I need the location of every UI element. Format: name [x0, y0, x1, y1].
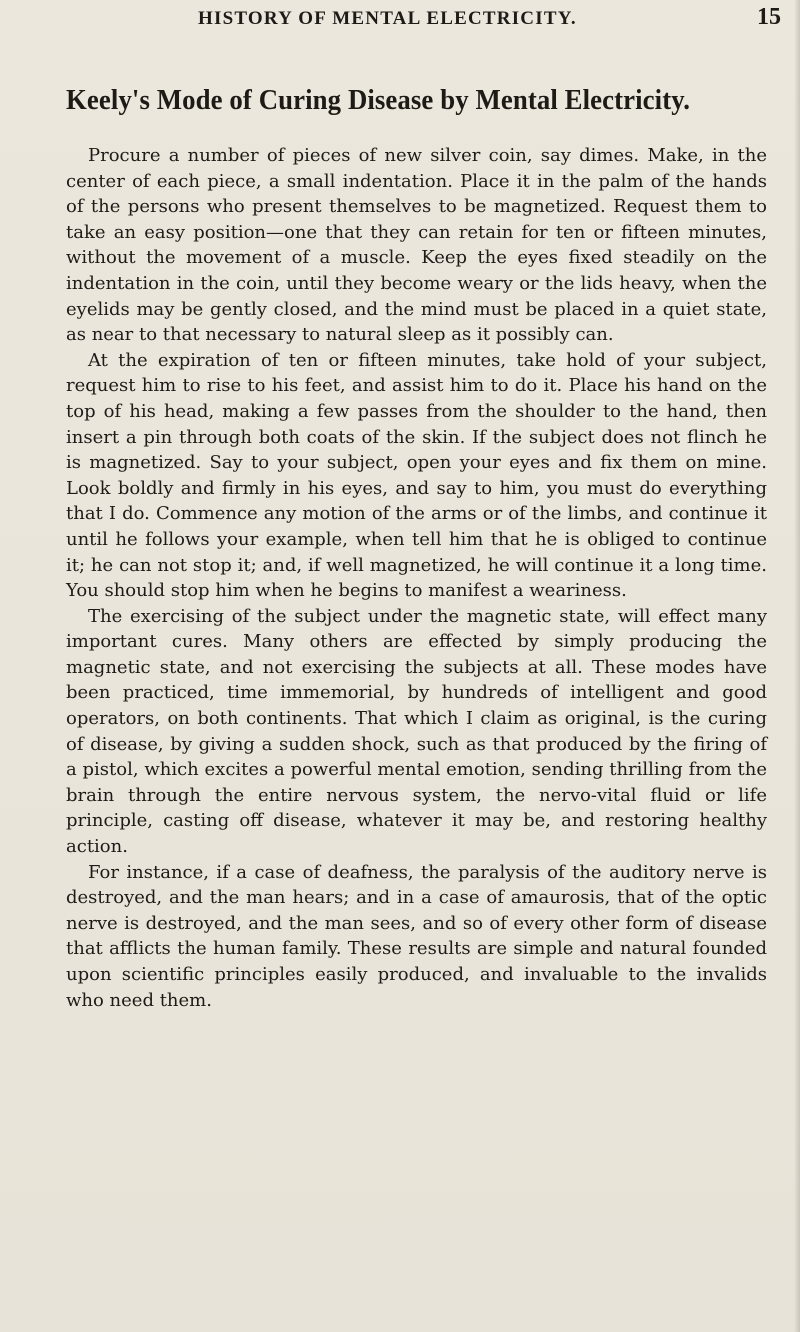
section-heading: Keely's Mode of Curing Disease by Mental Electricity. — [66, 85, 691, 116]
article-body — [66, 143, 767, 1013]
page-number: 15 — [757, 4, 781, 30]
paragraph: For instance, if a case of deafness, the paralysis of the auditory nerve is destroyed, and the man hears; and in a case of amaurosis, that of the optic nerve is destroyed, and the man sees, and so of every other form of disease that afflicts the human family. These results are simple and natural founded upon scientific principles easily produced, and invaluable to the invalids who need them. — [66, 861, 767, 1011]
paragraph: Procure a number of pieces of new silver coin, say dimes. Make, in the center of each piece, a small indentation. Place it in the palm of the hands of the persons who present themselves to be magnetized. Request them to take an easy position—one that they can retain for ten or fifteen minutes, without the movement of a muscle. Keep the eyes fixed steadily on the indentation in the coin, until they become weary or the lids heavy, when the eyelids may be gently closed, and the mind must be placed in a quiet state, as near to that necessary to natural sleep as it possibly can. — [66, 145, 767, 346]
paragraph: The exercising of the subject under the magnetic state, will effect many important cures. Many others are effected by simply producing the magnetic state, and not exercising the subjects at all. These modes have been practiced, time immemorial, by hundreds of intelligent and good operators, on both continents. That which I claim as original, is the curing of disease, by giving a sudden shock, such as that produced by the firing of a pistol, which excites a powerful mental emotion, sending thrilling from the brain through the entire nervous system, the nervo-vital fluid or life principle, casting off disease, whatever it may be, and restoring healthy action. — [66, 605, 767, 858]
running-header — [0, 6, 800, 34]
page-edge-shadow — [794, 0, 800, 1332]
running-title: HISTORY OF MENTAL ELECTRICITY. — [198, 8, 577, 29]
paragraph: At the expiration of ten or fifteen minutes, take hold of your subject, request him to rise to his feet, and assist him to do it. Place his hand on the top of his head, making a few passes from the shoulder to the hand, then insert a pin through both coats of the skin. If the subject does not flinch he is magnetized. Say to your subject, open your eyes and fix them on mine. Look boldly and firmly in his eyes, and say to him, you must do everything that I do. Commence any motion of the arms or of the limbs, and continue it until he follows your example, when tell him that he is obliged to continue it; he can not stop it; and, if well magnetized, he will continue it a long time. You should stop him when he begins to manifest a weariness. — [66, 349, 767, 602]
